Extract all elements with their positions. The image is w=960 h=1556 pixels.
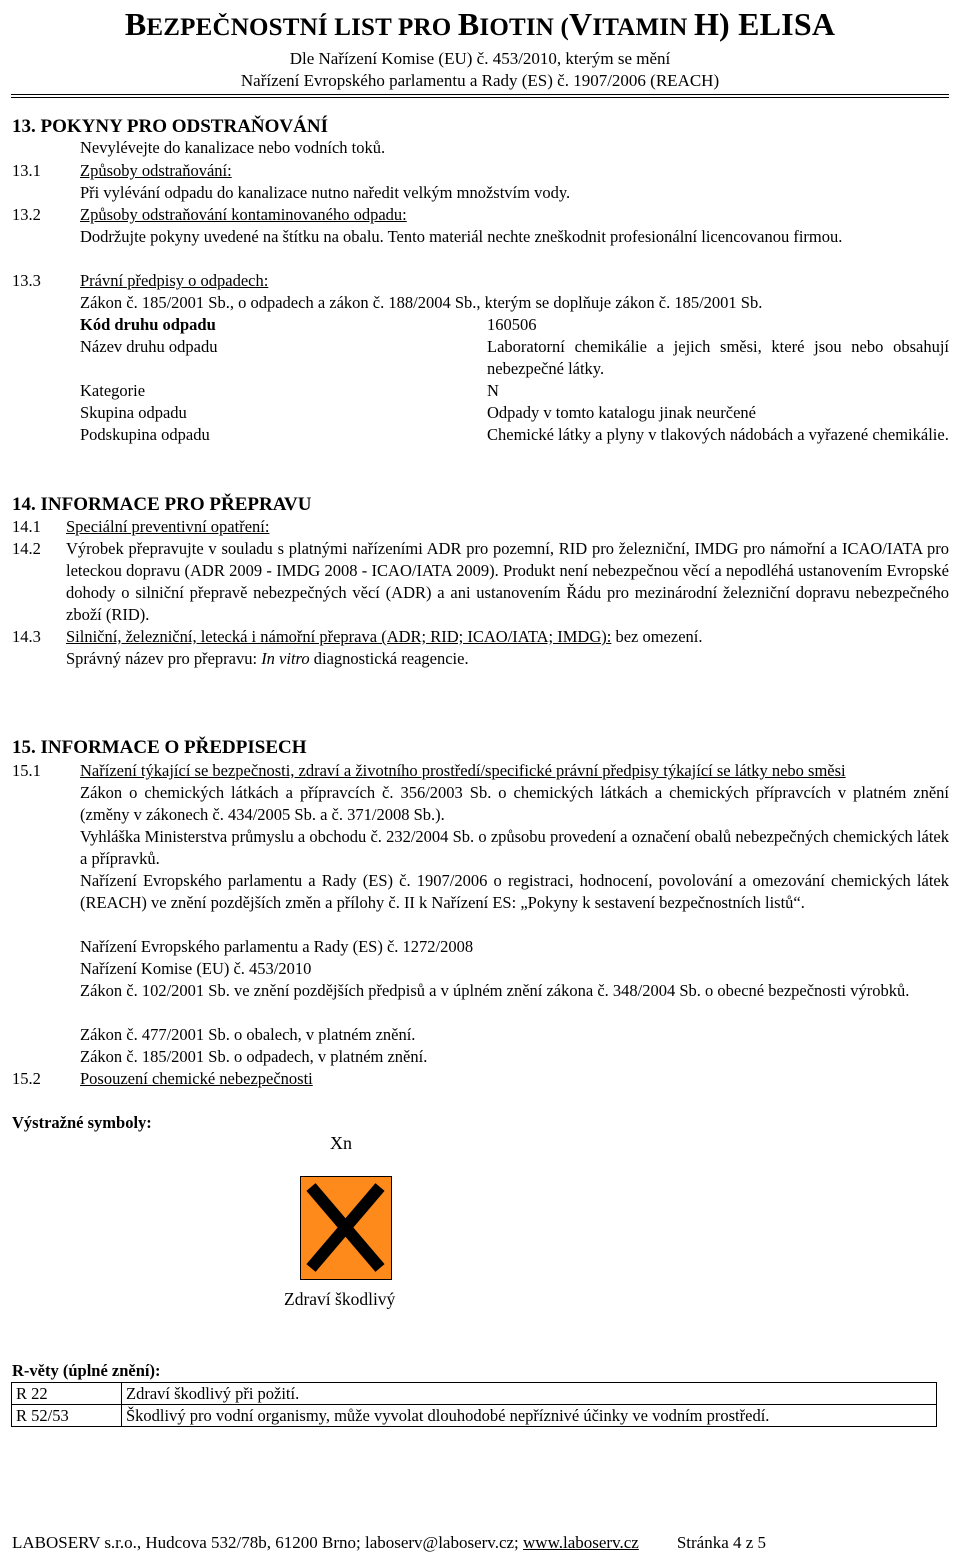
section-15-2-number: 15.2 [12,1069,41,1088]
document-subtitle: Dle Nařízení Komise (EU) č. 453/2010, kterým se mění [289,49,671,68]
hazard-cross-icon [301,1177,390,1278]
section-13-3-text: Zákon č. 185/2001 Sb., o odpadech a zákon č. 188/2004 Sb., kterým se doplňuje zákon č. 185/2001 Sb. [80,293,763,312]
section-15-2-title: Posouzení chemické nebezpečnosti [80,1069,313,1088]
document-header [0,4,960,92]
title-part: EZPEČNOSTNÍ LIST PRO [146,14,458,41]
hazard-code: Xn [330,1133,352,1153]
waste-category-value: N [487,381,499,400]
regulation-item: Vyhláška Ministerstva průmyslu a obchodu č. 232/2004 Sb. o způsobu provedení a označení obalů nebezpečných chemických látek a přípravků. [80,827,949,868]
transport-name-prefix: Správný název pro přepravu: [66,649,262,668]
waste-subgroup-label: Podskupina odpadu [80,425,210,444]
section-14-3-title: Silniční, železniční, letecká i námořní přeprava (ADR; RID; ICAO/IATA; IMDG): [66,627,612,646]
section-13-3-title: Právní předpisy o odpadech: [80,271,269,290]
section-13-1-text: Při vylévání odpadu do kanalizace nutno naředit velkým množstvím vody. [80,183,571,202]
section-15-1-number: 15.1 [12,761,41,780]
regulation-item: Nařízení Evropského parlamentu a Rady (ES) č. 1907/2006 o registraci, hodnocení, povolování a omezování chemických látek (REACH) ve znění pozdějších změn a přílohy č. II k Nařízení ES: „Pokyny k sestavení bezpečnostních listů“. [80,871,949,912]
footer-company: LABOSERV s.r.o., Hudcova 532/78b, 61200 Brno; laboserv@laboserv.cz; [12,1533,524,1552]
waste-group-value: Odpady v tomto katalogu jinak neurčené [487,403,756,422]
document-subtitle: Nařízení Evropského parlamentu a Rady (ES) č. 1907/2006 (REACH) [240,71,720,90]
regulation-item: Zákon č. 102/2001 Sb. ve znění pozdějších předpisů a v úplném znění zákona č. 348/2004 Sb. o obecné bezpečnosti výrobků. [80,981,910,1000]
section-15-1-title: Nařízení týkající se bezpečnosti, zdraví a životního prostředí/specifické právní předpisy týkající se látky nebo směsi [80,761,846,780]
regulation-item: Nařízení Komise (EU) č. 453/2010 [80,959,312,978]
section-15-heading: 15. INFORMACE O PŘEDPISECH [12,737,307,758]
page-footer [12,1532,766,1554]
title-part: ITAMIN [592,14,694,41]
document-title [0,4,960,48]
footer-website-link[interactable]: www.laboserv.cz [523,1533,639,1552]
section-14-heading: 14. INFORMACE PRO PŘEPRAVU [12,494,312,515]
r-phrases-title: R-věty (úplné znění): [12,1361,161,1380]
title-part: V [569,6,593,42]
section-13-2-number: 13.2 [12,205,41,224]
section-14-1-number: 14.1 [12,517,41,536]
section-13-heading: 13. POKYNY PRO ODSTRAŇOVÁNÍ [12,116,328,137]
hazard-caption: Zdraví škodlivý [284,1289,396,1309]
section-14-3-line [66,626,703,648]
title-part: IOTIN ( [479,14,569,41]
r-phrases-table [11,1382,937,1427]
regulation-item: Nařízení Evropského parlamentu a Rady (ES) č. 1272/2008 [80,937,474,956]
section-13-intro: Nevylévejte do kanalizace nebo vodních toků. [80,138,386,157]
waste-code-value: 160506 [487,315,537,334]
waste-group-label: Skupina odpadu [80,403,187,422]
transport-name-italic: In vitro [261,649,310,668]
header-divider [11,94,949,98]
regulation-item: Zákon č. 185/2001 Sb. o odpadech, v platném znění. [80,1047,428,1066]
section-13-3-number: 13.3 [12,271,41,290]
waste-subgroup-value: Chemické látky a plyny v tlakových nádobách a vyřazené chemikálie. [487,425,949,444]
section-14-1-title: Speciální preventivní opatření: [66,517,270,536]
r-phrase-code: R 22 [12,1383,122,1405]
hazard-xn-icon [300,1176,392,1280]
section-14-3-value: bez omezení. [611,627,703,646]
transport-name-suffix: diagnostická reagencie. [309,649,469,668]
title-part: H) ELISA [693,6,836,42]
section-13-1-number: 13.1 [12,161,41,180]
waste-category-label: Kategorie [80,381,146,400]
waste-code-label: Kód druhu odpadu [80,315,216,334]
waste-name-value: Laboratorní chemikálie a jejich směsi, které jsou nebo obsahují nebezpečné látky. [487,337,949,378]
transport-name-line [66,648,469,670]
section-13-2-title: Způsoby odstraňování kontaminovaného odpadu: [80,205,407,224]
footer-page-number: Stránka 4 z 5 [676,1533,767,1552]
section-13-2-text: Dodržujte pokyny uvedené na štítku na obalu. Tento materiál nechte zneškodnit profesionální licencovanou firmou. [80,227,843,246]
section-14-2-text: Výrobek přepravujte v souladu s platnými nařízeními ADR pro pozemní, RID pro železniční, IMDG pro námořní a ICAO/IATA pro leteckou dopravu (ADR 2009 - IMDG 2008 - ICAO/IATA 2009). Produkt není nebezpečnou věcí a nepodléhá ustanovením Evropské dohody o silniční přepravě nebezpečných věcí (ADR) a ani ustanovením Řádu pro mezinárodní železniční dopravu nebezpečného zboží (RID). [66,539,949,624]
r-phrase-text: Škodlivý pro vodní organismy, může vyvolat dlouhodobé nepříznivé účinky ve vodním prostředí. [122,1405,937,1427]
r-phrase-text: Zdraví škodlivý při požití. [122,1383,937,1405]
table-row [12,1405,937,1427]
title-part: B [457,6,480,42]
regulation-item: Zákon o chemických látkách a přípravcích č. 356/2003 Sb. o chemických látkách a chemických přípravcích v platném znění (změny v zákonech č. 434/2005 Sb. a č. 371/2008 Sb.). [80,783,949,824]
section-13-1-title: Způsoby odstraňování: [80,161,232,180]
r-phrase-code: R 52/53 [12,1405,122,1427]
table-row [12,1383,937,1405]
title-part: B [124,6,147,42]
section-14-3-number: 14.3 [12,627,41,646]
regulation-item: Zákon č. 477/2001 Sb. o obalech, v platném znění. [80,1025,416,1044]
waste-name-label: Název druhu odpadu [80,337,218,356]
section-14-2-number: 14.2 [12,539,41,558]
hazard-symbols-label: Výstražné symboly: [12,1113,152,1132]
